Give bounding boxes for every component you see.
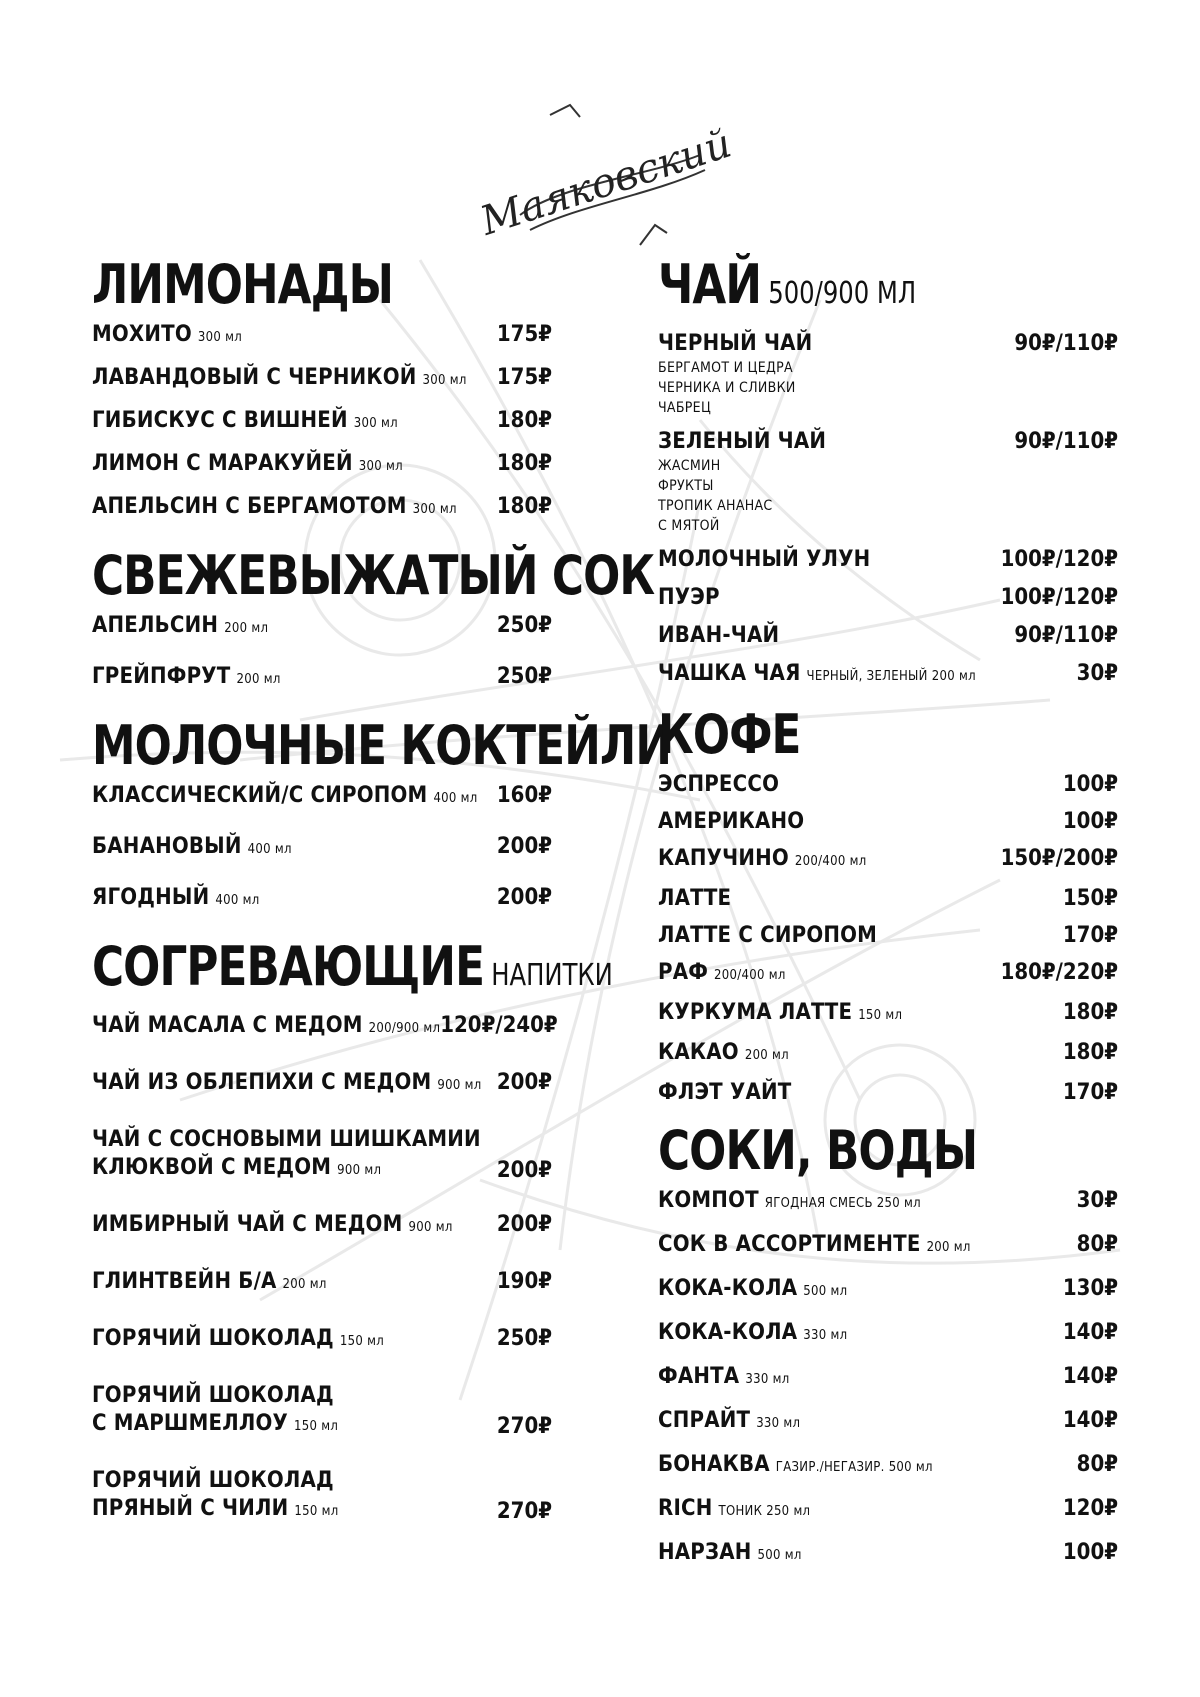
item-name-line2	[92, 1495, 339, 1526]
item-name	[658, 1187, 921, 1218]
item-name	[92, 1268, 327, 1299]
menu-item	[92, 450, 552, 481]
item-volume: 150 мл	[293, 1419, 339, 1434]
item-info	[92, 663, 281, 694]
item-name	[658, 428, 826, 456]
item-name-text: ГОРЯЧИЙ ШОКОЛАД	[92, 1383, 334, 1408]
section-title	[92, 714, 672, 777]
item-description: ЧЕРНИКА И СЛИВКИ	[658, 380, 796, 396]
item-info	[658, 1275, 847, 1306]
item-name	[658, 660, 976, 691]
item-name	[92, 833, 292, 864]
item-name-text: КАПУЧИНО	[658, 846, 789, 871]
item-price: 200₽	[496, 885, 552, 910]
item-info	[658, 330, 812, 418]
item-price: 250₽	[496, 664, 552, 689]
item-info	[658, 771, 779, 799]
item-volume: 200 мл	[224, 621, 269, 636]
menu-item	[92, 663, 552, 694]
item-info	[92, 833, 292, 864]
menu-item	[658, 584, 1118, 612]
section-title	[92, 544, 655, 607]
menu-item-list	[92, 321, 552, 524]
item-volume: 200/400 мл	[714, 968, 786, 983]
menu-item	[658, 330, 1118, 418]
item-name-text: ЛАТТЕ	[658, 886, 732, 911]
item-price: 80₽	[1076, 1232, 1118, 1257]
item-volume: 150 мл	[858, 1008, 903, 1023]
item-name	[92, 364, 467, 395]
menu-item	[658, 1363, 1118, 1394]
item-name	[658, 330, 812, 358]
item-price: 80₽	[1076, 1452, 1118, 1477]
menu-item	[92, 833, 552, 864]
item-description: ЧАБРЕЦ	[658, 400, 712, 416]
menu-item	[658, 1495, 1118, 1526]
item-name-line2	[92, 1154, 481, 1185]
item-name-text: ГИБИСКУС С ВИШНЕЙ	[92, 408, 348, 433]
menu-item-list	[92, 1012, 558, 1526]
item-name-text: РАФ	[658, 960, 709, 985]
menu-item-list	[92, 782, 552, 915]
item-name-text: RICH	[658, 1496, 713, 1521]
item-info	[658, 546, 870, 574]
menu-section	[92, 255, 552, 524]
item-name	[92, 407, 398, 438]
item-price: 100₽	[1062, 1540, 1118, 1565]
menu-item-list	[658, 771, 1118, 1107]
section-title-text: КОФЕ	[658, 703, 801, 766]
item-name-text: МОХИТО	[92, 322, 192, 347]
section-title	[658, 1121, 1072, 1181]
item-name-text: КОКА-КОЛА	[658, 1276, 798, 1301]
item-price: 170₽	[1062, 923, 1118, 948]
item-info	[92, 1325, 384, 1356]
item-name-text: ИМБИРНЫЙ ЧАЙ С МЕДОМ	[92, 1212, 403, 1237]
item-volume: 330 мл	[803, 1328, 848, 1343]
menu-item	[658, 771, 1118, 799]
item-price: 250₽	[496, 1326, 552, 1351]
item-price: 175₽	[496, 322, 552, 347]
item-price: 200₽	[496, 1070, 552, 1095]
menu-item	[92, 1211, 552, 1242]
item-name-text: ЯГОДНЫЙ	[92, 885, 210, 910]
item-name-text: АМЕРИКАНО	[658, 809, 805, 834]
menu-item	[658, 1187, 1118, 1218]
item-volume: 200 мл	[282, 1277, 327, 1292]
item-volume: 900 мл	[408, 1220, 453, 1235]
item-info	[658, 622, 779, 650]
item-volume: 300 мл	[358, 459, 403, 474]
item-info	[658, 428, 826, 536]
menu-section	[92, 714, 672, 915]
item-name	[658, 1231, 971, 1262]
item-name-text: КОКА-КОЛА	[658, 1320, 798, 1345]
item-price: 190₽	[496, 1269, 552, 1294]
item-info	[658, 1495, 810, 1526]
item-name	[658, 808, 804, 836]
item-info	[92, 1268, 327, 1299]
menu-section	[658, 705, 1118, 1107]
item-name	[658, 584, 720, 612]
item-name	[92, 493, 457, 524]
item-name-text: ЧАЙ ИЗ ОБЛЕПИХИ С МЕДОМ	[92, 1070, 432, 1095]
item-volume: 300 мл	[412, 502, 457, 517]
item-volume: 150 мл	[339, 1334, 384, 1349]
item-price: 140₽	[1062, 1364, 1118, 1389]
menu-item	[658, 845, 1118, 876]
item-info	[658, 845, 866, 876]
item-price: 180₽	[1062, 1040, 1118, 1065]
item-volume: ЯГОДНАЯ СМЕСЬ 250 мл	[764, 1196, 921, 1211]
menu-item	[92, 612, 552, 643]
item-price: 120₽	[1062, 1496, 1118, 1521]
menu-item	[658, 1407, 1118, 1438]
item-price: 150₽	[1062, 886, 1118, 911]
item-name	[658, 1079, 791, 1107]
item-name-text: ПРЯНЫЙ С ЧИЛИ	[92, 1496, 289, 1521]
item-volume: 200/400 мл	[794, 854, 867, 869]
item-info	[92, 884, 259, 915]
item-info	[658, 1079, 791, 1107]
section-title-text: СОГРЕВАЮЩИЕ	[92, 935, 485, 998]
item-name-text: ГОРЯЧИЙ ШОКОЛАД	[92, 1468, 334, 1493]
item-volume: 200 мл	[744, 1048, 789, 1063]
item-name-text: ЗЕЛЕНЫЙ ЧАЙ	[658, 429, 827, 454]
item-name-text: ПУЭР	[658, 585, 720, 610]
item-info	[658, 959, 786, 990]
item-volume: 500 мл	[757, 1548, 802, 1563]
item-info	[92, 1069, 482, 1100]
item-name-text: ФАНТА	[658, 1364, 740, 1389]
item-name	[92, 663, 281, 694]
item-info	[658, 1451, 933, 1482]
item-name-text: КОМПОТ	[658, 1188, 759, 1213]
item-volume: ТОНИК 250 мл	[718, 1504, 811, 1519]
item-volume: ЧЕРНЫЙ, ЗЕЛЕНЫЙ 200 мл	[806, 669, 976, 684]
item-name-text: ЛИМОН С МАРАКУЙЕЙ	[92, 451, 353, 476]
menu-item	[658, 1319, 1118, 1350]
menu-item	[658, 922, 1118, 950]
item-name-text: ЧАЙ С СОСНОВЫМИ ШИШКАМИИ	[92, 1127, 481, 1152]
menu-item-list	[92, 612, 552, 694]
item-volume: 300 мл	[353, 416, 398, 431]
item-info	[658, 808, 804, 836]
item-name	[658, 622, 779, 650]
menu-item	[92, 1012, 558, 1043]
item-info	[658, 584, 720, 612]
item-info	[92, 1382, 338, 1441]
item-info	[658, 1363, 789, 1394]
item-price: 90₽/110₽	[1014, 623, 1118, 648]
item-name-text: С МАРШМЕЛЛОУ	[92, 1411, 288, 1436]
item-volume: ГАЗИР./НЕГАЗИР. 500 мл	[775, 1460, 933, 1475]
item-name	[658, 546, 870, 574]
section-title	[658, 255, 1072, 324]
item-price: 250₽	[496, 613, 552, 638]
item-name-text: АПЕЛЬСИН	[92, 613, 219, 638]
menu-section	[92, 935, 613, 1526]
item-name	[658, 999, 902, 1030]
item-info	[658, 1319, 847, 1350]
item-price: 180₽	[496, 451, 552, 476]
item-name-text: КЛЮКВОЙ С МЕДОМ	[92, 1155, 332, 1180]
item-price: 30₽	[1076, 1188, 1118, 1213]
item-info	[658, 922, 877, 950]
menu-item	[658, 428, 1118, 536]
item-name	[658, 771, 779, 799]
item-volume: 200 мл	[926, 1240, 971, 1255]
item-price: 180₽	[496, 494, 552, 519]
item-info	[92, 1126, 481, 1185]
menu-item	[92, 1268, 552, 1299]
item-name	[658, 959, 786, 990]
item-name	[658, 1451, 933, 1482]
item-info	[92, 612, 268, 643]
item-name-text: ЭСПРЕССО	[658, 772, 780, 797]
item-info	[658, 1039, 789, 1070]
item-price: 180₽	[1062, 1000, 1118, 1025]
item-name	[658, 885, 731, 913]
menu-item	[92, 1325, 552, 1356]
item-name-text: КЛАССИЧЕСКИЙ/С СИРОПОМ	[92, 783, 428, 808]
item-description: ЖАСМИН	[658, 458, 721, 474]
item-name	[658, 1275, 847, 1306]
item-info	[658, 999, 902, 1030]
item-price: 100₽/120₽	[1000, 585, 1118, 610]
item-info	[92, 407, 398, 438]
item-price: 150₽/200₽	[1000, 846, 1118, 871]
item-volume: 900 мл	[437, 1078, 482, 1093]
item-name	[92, 1467, 339, 1495]
section-title-text: ЧАЙ	[658, 253, 762, 316]
menu-section	[658, 255, 1118, 691]
item-name-text: СПРАЙТ	[658, 1408, 751, 1433]
menu-item	[92, 364, 552, 395]
item-price: 200₽	[496, 834, 552, 859]
cafe-logo	[475, 95, 737, 265]
item-volume: 300 мл	[197, 330, 243, 345]
section-title-text: СВЕЖЕВЫЖАТЫЙ СОК	[92, 544, 655, 607]
menu-item	[658, 1275, 1118, 1306]
section-title-text: МОЛОЧНЫЕ КОКТЕЙЛИ	[92, 714, 672, 777]
item-name-text: ЧАШКА ЧАЯ	[658, 661, 801, 686]
item-name-text: ФЛЭТ УАЙТ	[658, 1080, 792, 1105]
item-name-text: СОК В АССОРТИМЕНТЕ	[658, 1232, 921, 1257]
menu-item	[92, 1467, 552, 1526]
item-price: 90₽/110₽	[1014, 429, 1118, 454]
item-name-text: ЧЕРНЫЙ ЧАЙ	[658, 331, 813, 356]
item-name	[92, 1325, 384, 1356]
item-name	[658, 1407, 800, 1438]
item-price: 170₽	[1062, 1080, 1118, 1105]
item-price: 175₽	[496, 365, 552, 390]
item-price: 120₽/240₽	[440, 1013, 558, 1038]
item-name-text: КУРКУМА ЛАТТЕ	[658, 1000, 853, 1025]
menu-item	[92, 407, 552, 438]
menu-item	[92, 321, 552, 352]
item-price: 200₽	[496, 1212, 552, 1237]
menu-item	[658, 546, 1118, 574]
item-info	[92, 1012, 440, 1043]
menu-item-list	[658, 330, 1118, 691]
menu-section	[92, 544, 655, 694]
left-column	[92, 253, 672, 1526]
item-price: 100₽/120₽	[1000, 547, 1118, 572]
menu-item	[658, 660, 1118, 691]
item-volume: 400 мл	[247, 842, 292, 857]
item-name-text: ГЛИНТВЕЙН Б/А	[92, 1269, 277, 1294]
item-price: 130₽	[1062, 1276, 1118, 1301]
item-name	[92, 1382, 338, 1410]
item-description: С МЯТОЙ	[658, 518, 720, 534]
item-name-text: АПЕЛЬСИН С БЕРГАМОТОМ	[92, 494, 407, 519]
menu-item	[658, 1039, 1118, 1070]
item-description: БЕРГАМОТ И ЦЕДРА	[658, 360, 793, 376]
item-name-text: ЛАТТЕ С СИРОПОМ	[658, 923, 878, 948]
menu-section	[658, 1121, 1118, 1570]
menu-item	[92, 1126, 552, 1185]
item-name	[92, 612, 268, 643]
menu-item	[658, 999, 1118, 1030]
item-info	[92, 321, 242, 352]
section-title	[92, 255, 506, 315]
item-price: 200₽	[496, 1158, 552, 1183]
section-title-text: СОКИ, ВОДЫ	[658, 1119, 978, 1182]
item-volume: 150 мл	[294, 1504, 339, 1519]
item-info	[92, 1211, 453, 1242]
item-info	[658, 885, 731, 913]
menu-item	[658, 885, 1118, 913]
menu-item	[92, 1069, 552, 1100]
item-name	[92, 1211, 453, 1242]
item-info	[92, 450, 403, 481]
right-column	[658, 255, 1118, 1570]
item-price: 100₽	[1062, 809, 1118, 834]
item-info	[658, 1187, 921, 1218]
menu-item-list	[658, 1187, 1118, 1570]
item-volume: 500 мл	[803, 1284, 848, 1299]
item-price: 270₽	[496, 1414, 552, 1439]
item-name	[92, 1069, 482, 1100]
menu-item	[658, 1539, 1118, 1570]
item-name-text: БОНАКВА	[658, 1452, 770, 1477]
item-name	[658, 1363, 789, 1394]
menu-item	[658, 1451, 1118, 1482]
menu-item	[658, 622, 1118, 650]
item-info	[92, 493, 457, 524]
item-description: ФРУКТЫ	[658, 478, 714, 494]
item-name	[92, 782, 478, 813]
item-name	[658, 922, 877, 950]
item-price: 180₽/220₽	[1000, 960, 1118, 985]
item-volume: 200/900 мл	[368, 1021, 441, 1036]
item-volume: 300 мл	[422, 373, 467, 388]
item-info	[658, 1539, 802, 1570]
item-info	[658, 660, 976, 691]
item-info	[658, 1407, 800, 1438]
section-subtitle: НАПИТКИ	[491, 958, 613, 993]
item-name	[658, 1495, 810, 1526]
item-name-text: ЛАВАНДОВЫЙ С ЧЕРНИКОЙ	[92, 365, 417, 390]
menu-item	[92, 782, 552, 813]
item-name-text: НАРЗАН	[658, 1540, 752, 1565]
item-price: 140₽	[1062, 1320, 1118, 1345]
section-title-text: ЛИМОНАДЫ	[92, 253, 394, 316]
item-name	[92, 321, 242, 352]
item-name	[658, 845, 866, 876]
item-name-text: ГРЕЙПФРУТ	[92, 664, 231, 689]
menu-item	[658, 1231, 1118, 1262]
item-info	[92, 364, 467, 395]
item-price: 140₽	[1062, 1408, 1118, 1433]
item-name-text: КАКАО	[658, 1040, 739, 1065]
item-name	[92, 1012, 440, 1043]
menu-item	[658, 959, 1118, 990]
item-name	[658, 1319, 847, 1350]
item-info	[92, 782, 478, 813]
section-title	[658, 705, 1072, 765]
item-name-text: ЧАЙ МАСАЛА С МЕДОМ	[92, 1013, 363, 1038]
menu-item	[92, 884, 552, 915]
item-name	[92, 884, 259, 915]
item-name-text: ИВАН-ЧАЙ	[658, 623, 780, 648]
menu-item	[658, 1079, 1118, 1107]
menu-item	[92, 1382, 552, 1441]
item-price: 100₽	[1062, 772, 1118, 797]
item-name-text: МОЛОЧНЫЙ УЛУН	[658, 547, 871, 572]
item-name	[658, 1539, 802, 1570]
item-name-text: БАНАНОВЫЙ	[92, 834, 242, 859]
item-volume: 200 мл	[236, 672, 281, 687]
item-name-text: ГОРЯЧИЙ ШОКОЛАД	[92, 1326, 334, 1351]
item-volume: 330 мл	[756, 1416, 801, 1431]
menu-item	[658, 808, 1118, 836]
section-subtitle: 500/900 МЛ	[768, 276, 917, 311]
item-price: 160₽	[496, 783, 552, 808]
item-price: 180₽	[496, 408, 552, 433]
logo-text: Маяковский	[475, 120, 737, 245]
item-name-line2	[92, 1410, 338, 1441]
item-price: 270₽	[496, 1499, 552, 1524]
section-title	[92, 935, 613, 1006]
item-price: 30₽	[1076, 661, 1118, 686]
item-description: ТРОПИК АНАНАС	[658, 498, 773, 514]
item-price: 90₽/110₽	[1014, 331, 1118, 356]
item-name	[658, 1039, 789, 1070]
item-volume: 400 мл	[433, 791, 478, 806]
item-name	[92, 450, 403, 481]
item-info	[658, 1231, 971, 1262]
item-volume: 330 мл	[745, 1372, 790, 1387]
item-info	[92, 1467, 339, 1526]
item-volume: 900 мл	[337, 1163, 382, 1178]
menu-item	[92, 493, 552, 524]
item-name	[92, 1126, 481, 1154]
item-volume: 400 мл	[215, 893, 260, 908]
